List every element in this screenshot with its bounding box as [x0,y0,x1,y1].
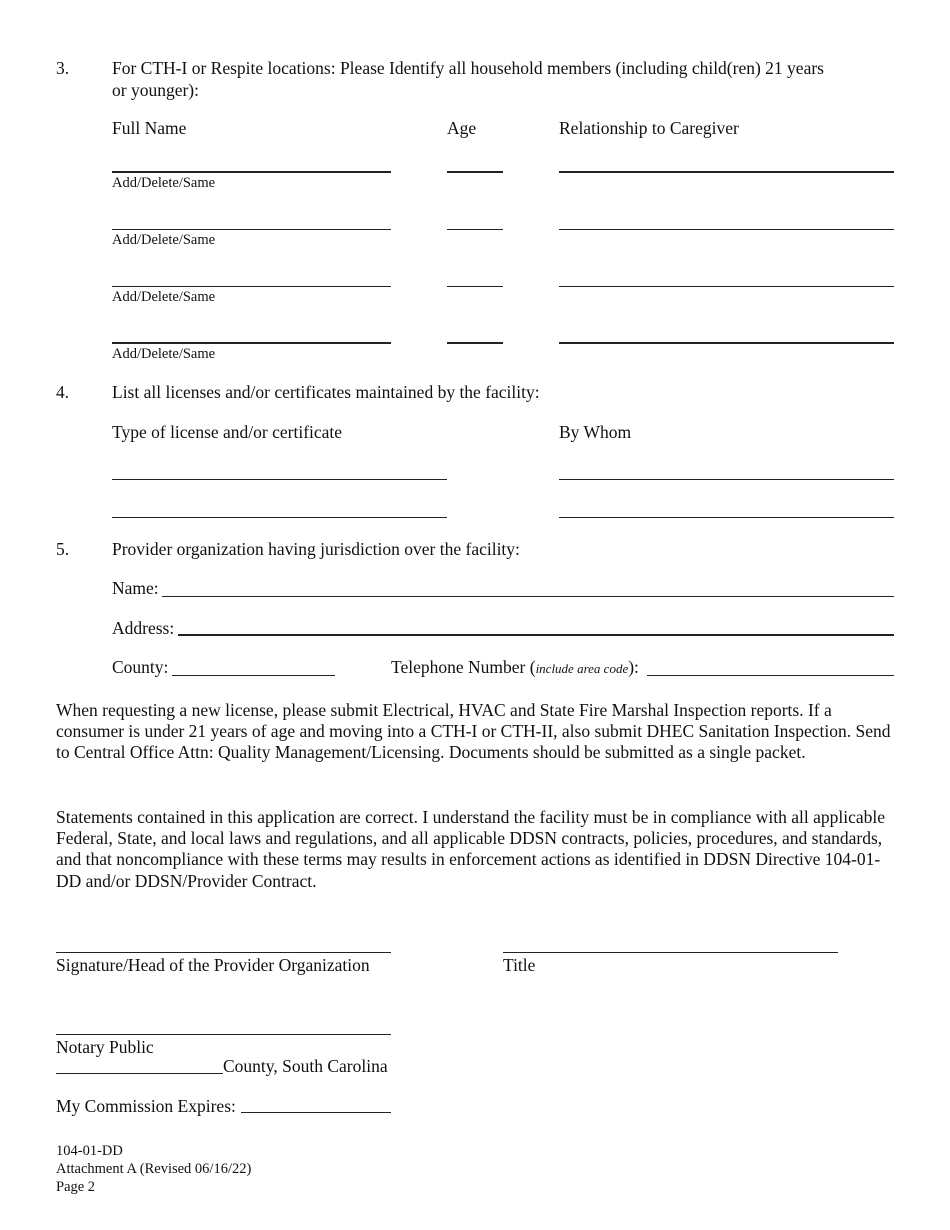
row-label: Add/Delete/Same [112,346,216,362]
header-license-type: Type of license and/or certificate [112,422,343,442]
q3-text-line2: or younger): [112,80,199,100]
license-by-whom-field[interactable] [559,479,894,480]
footer-page: Page 2 [56,1179,96,1195]
provider-county-field[interactable] [172,675,335,676]
telephone-label [391,657,639,678]
commission-expires-field[interactable] [241,1112,391,1113]
household-name-field[interactable] [112,229,391,230]
q3-text-line1: For CTH-I or Respite locations: Please Identify all household members (including child(ren) 21 years [112,58,824,78]
row-label: Add/Delete/Same [112,175,216,191]
household-age-field[interactable] [447,342,503,344]
household-relationship-field[interactable] [559,286,894,287]
household-name-field[interactable] [112,171,391,173]
header-age: Age [447,118,477,138]
header-full-name: Full Name [112,118,187,138]
provider-address-field[interactable] [178,634,894,636]
household-relationship-field[interactable] [559,229,894,230]
household-age-field[interactable] [447,286,503,287]
telephone-label-close: ): [628,657,639,677]
household-relationship-field[interactable] [559,342,894,344]
household-age-field[interactable] [447,171,503,173]
household-name-field[interactable] [112,286,391,287]
q4-text: List all licenses and/or certificates maintained by the facility: [112,382,540,402]
name-label: Name: [112,578,159,598]
notary-label: Notary Public [56,1037,154,1057]
household-relationship-field[interactable] [559,171,894,173]
household-name-field[interactable] [112,342,391,344]
title-field[interactable] [503,952,838,953]
signature-label: Signature/Head of the Provider Organization [56,955,370,975]
row-label: Add/Delete/Same [112,289,216,305]
header-by-whom: By Whom [559,422,632,442]
license-type-field[interactable] [112,479,447,480]
telephone-label-text: Telephone Number ( [391,657,536,677]
telephone-note: include area code [535,661,629,676]
statement-paragraph: Statements contained in this application are correct. I understand the facility must be in compliance with all applicable Federal, State, and local laws and regulations, and all applicable DDSN contracts, policies, procedures, and standards, and that noncompliance with these terms may results in enforcement actions as identified in DDSN Directive 104-01-DD and/or DDSN/Provider Contract. [56,807,886,891]
title-label: Title [503,955,536,975]
notary-signature-field[interactable] [56,1034,391,1035]
provider-name-field[interactable] [162,596,894,597]
q5-text: Provider organization having jurisdiction over the facility: [112,539,520,559]
submission-paragraph: When requesting a new license, please submit Electrical, HVAC and State Fire Marshal Inspection reports. If a consumer is under 21 years of age and moving into a CTH-I or CTH-II, also submit DHEC Sanitation Inspection. Send to Central Office Attn: Quality Management/Licensing. Documents should be submitted as a single packet. [56,700,891,763]
household-age-field[interactable] [447,229,503,230]
notary-county-label: County, South Carolina [223,1056,388,1076]
footer-directive: 104-01-DD [56,1143,123,1159]
q4-number: 4. [56,382,70,402]
license-by-whom-field[interactable] [559,517,894,518]
header-relationship: Relationship to Caregiver [559,118,739,138]
license-type-field[interactable] [112,517,447,518]
row-label: Add/Delete/Same [112,232,216,248]
address-label: Address: [112,618,175,638]
notary-county-field[interactable] [56,1073,223,1074]
provider-telephone-field[interactable] [647,675,894,676]
q5-number: 5. [56,539,70,559]
q3-number: 3. [56,58,70,78]
commission-label: My Commission Expires: [56,1096,236,1116]
footer-attachment: Attachment A (Revised 06/16/22) [56,1161,252,1177]
county-label: County: [112,657,169,677]
signature-field[interactable] [56,952,391,953]
